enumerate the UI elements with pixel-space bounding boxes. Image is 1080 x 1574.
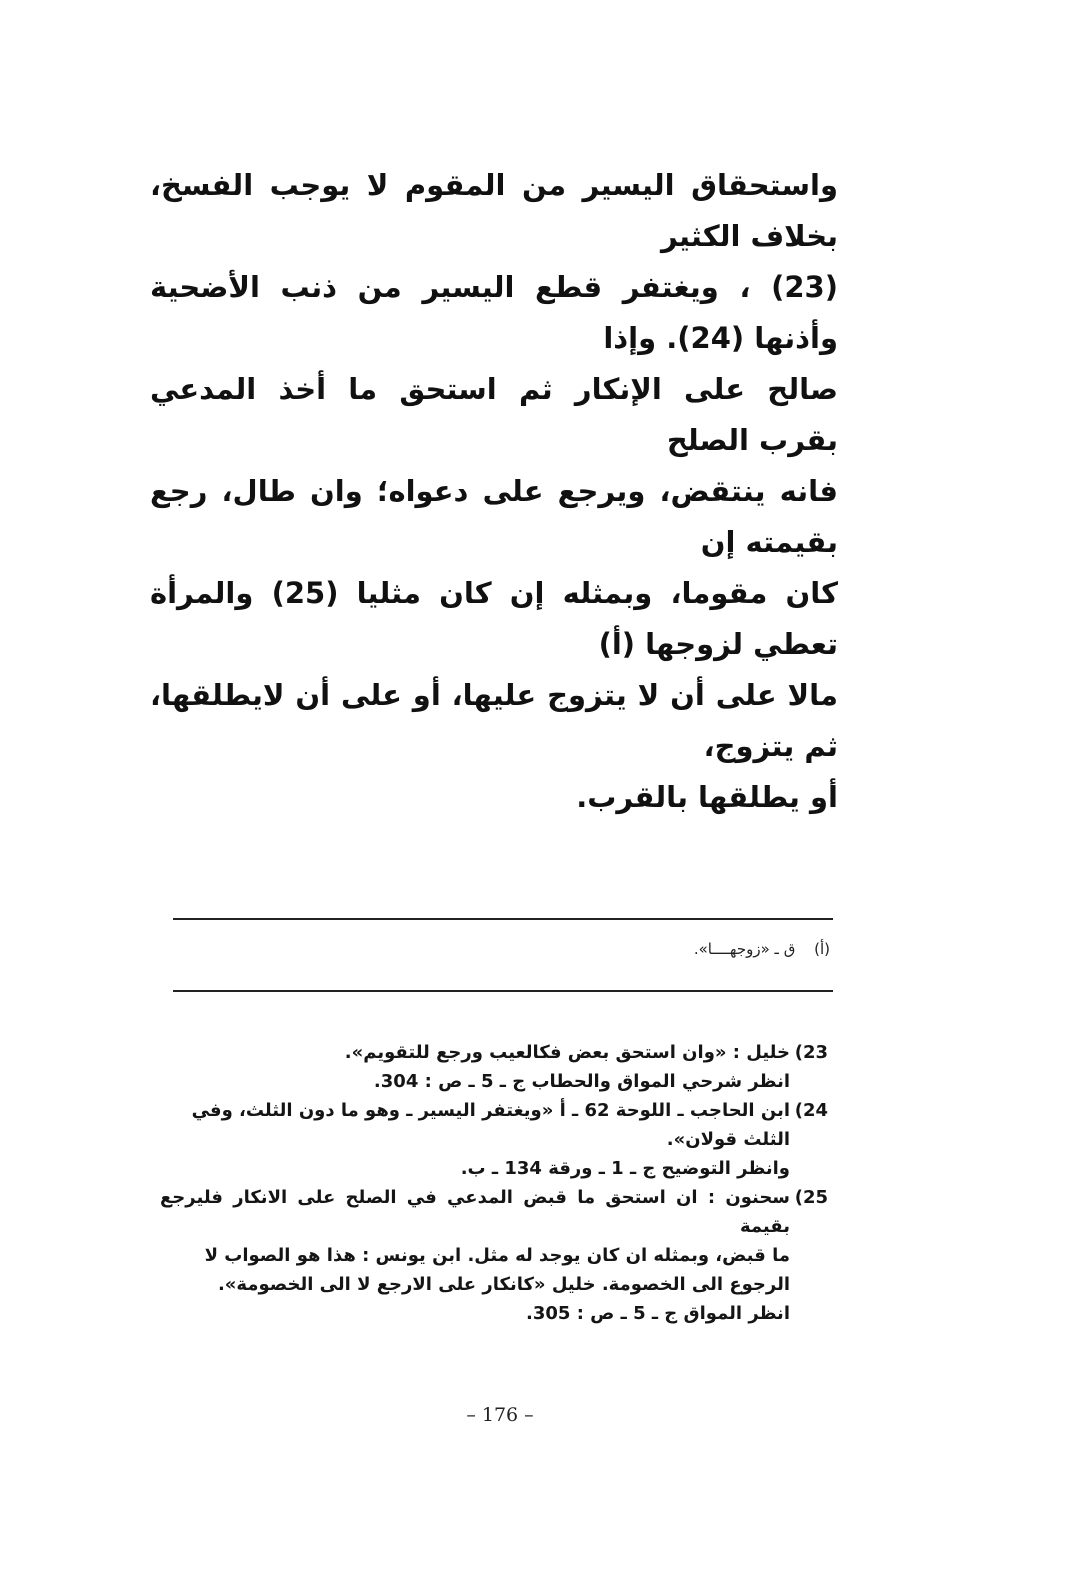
footnote-number: 24) (794, 1100, 828, 1121)
main-text-block (150, 160, 838, 823)
footnote-24 (160, 1096, 828, 1183)
variant-note-mark: (أ) (814, 940, 830, 958)
footnote-number: 23) (794, 1042, 828, 1063)
main-text-line: (23) ، ويغتفر قطع اليسير من ذنب الأضحية وأذنها (24). وإذا (150, 270, 838, 355)
main-text-line: فانه ينتقض، ويرجع على دعواه؛ وان طال، رجع بقيمته إن (150, 474, 838, 559)
main-text-line: أو يطلقها بالقرب. (576, 780, 838, 814)
page-number: – 176 – (466, 1404, 534, 1426)
footnote-divider-bottom (173, 990, 833, 992)
variant-note-text: ق ـ «زوجهــــا». (693, 940, 796, 958)
footnote-body (160, 1183, 790, 1328)
variant-note (694, 940, 830, 958)
main-text-line: مالا على أن لا يتزوج عليها، أو على أن لايطلقها، ثم يتزوج، (150, 678, 838, 763)
main-text-line: كان مقوما، وبمثله إن كان مثليا (25) والمرأة تعطي لزوجها (أ) (150, 576, 838, 661)
main-text-line: واستحقاق اليسير من المقوم لا يوجب الفسخ، بخلاف الكثير (150, 168, 838, 253)
footnote-line: ما قبض، وبمثله ان كان يوجد له مثل. ابن يونس : هذا هو الصواب لا (204, 1245, 790, 1266)
footnote-line: انظر شرحي المواق والحطاب ج ـ 5 ـ ص : 304. (373, 1071, 790, 1092)
footnote-line: الثلث قولان». (666, 1129, 790, 1150)
footnote-number: 25) (794, 1187, 828, 1208)
footnote-divider-top (173, 918, 833, 920)
footnote-25 (160, 1183, 828, 1328)
footnote-line: الرجوع الى الخصومة. خليل «كانكار على الارجع لا الى الخصومة». (217, 1274, 790, 1295)
footnote-line: انظر المواق ج ـ 5 ـ ص : 305. (526, 1303, 790, 1324)
footnotes-section (160, 1038, 828, 1328)
footnote-body (160, 1038, 790, 1096)
footnote-line: خليل : «وان استحق بعض فكالعيب ورجع للتقويم». (344, 1042, 790, 1063)
footnote-23 (160, 1038, 828, 1096)
footnote-line: سحنون : ان استحق ما قبض المدعي في الصلح على الانكار فليرجع بقيمة (160, 1187, 790, 1237)
footnote-line: وانظر التوضيح ج ـ 1 ـ ورقة 134 ـ ب. (460, 1158, 790, 1179)
main-text-line: صالح على الإنكار ثم استحق ما أخذ المدعي بقرب الصلح (150, 372, 838, 457)
footnote-body (160, 1096, 790, 1183)
footnote-line: ابن الحاجب ـ اللوحة 62 ـ أ «ويغتفر اليسير ـ وهو ما دون الثلث، وفي (191, 1100, 790, 1121)
